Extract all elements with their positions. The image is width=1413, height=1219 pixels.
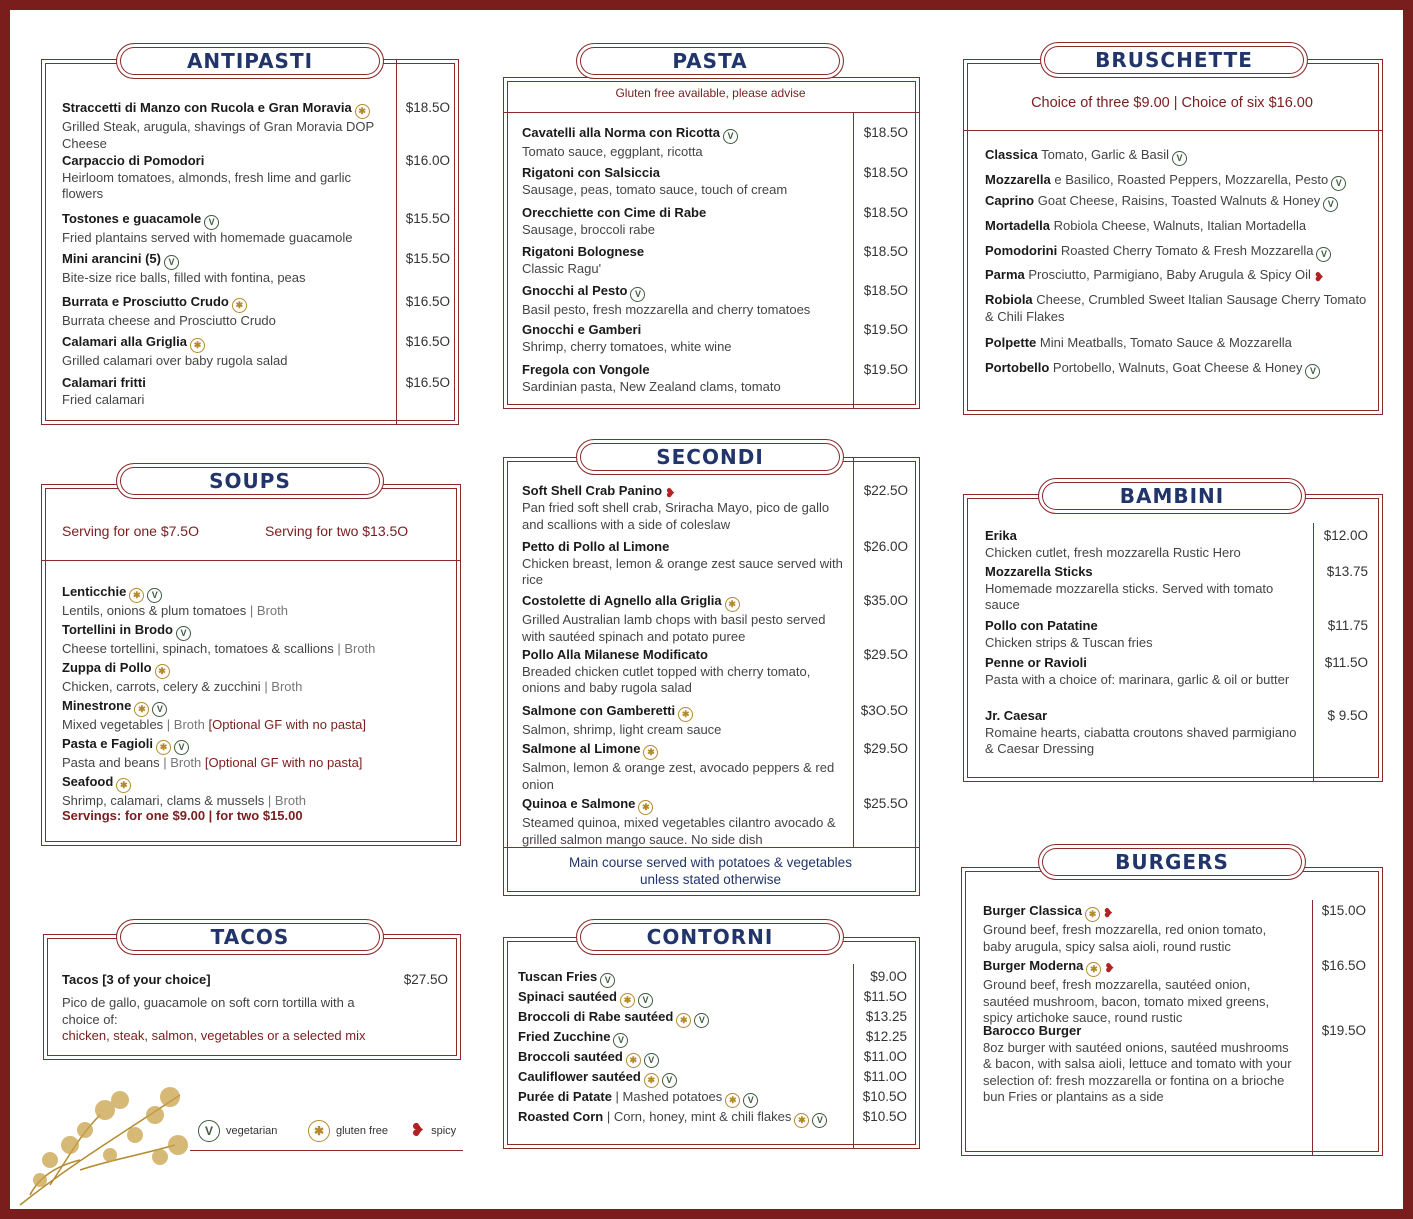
chili-pepper-icon: ❥ xyxy=(1103,906,1114,920)
pasta-item xyxy=(522,205,852,238)
bruschette-item-name: Pomodorini xyxy=(985,243,1058,258)
bambini-item-price: $12.0O xyxy=(1323,528,1368,543)
leaf-v-icon: V xyxy=(1323,197,1338,212)
antipasti-item-desc: Fried calamari xyxy=(62,391,145,407)
secondi-item-name: Pollo Alla Milanese Modificato xyxy=(522,647,708,662)
leaf-v-icon: V xyxy=(198,1120,220,1142)
burgers-item-name: Burger Classica xyxy=(983,903,1082,918)
bambini-item-price: $11.75 xyxy=(1327,618,1368,633)
antipasti-item-price: $16.5O xyxy=(405,334,450,349)
pasta-item-name: Rigatoni con Salsiccia xyxy=(522,165,660,180)
bruschette-item-desc: Portobello, Walnuts, Goat Cheese & Honey xyxy=(1052,360,1303,375)
antipasti-item-price: $16.0O xyxy=(405,153,450,168)
bambini-item-desc: Homemade mozzarella sticks. Served with tomato sauce xyxy=(985,580,1274,612)
wheat-icon: ✱ xyxy=(1085,907,1100,922)
bambini-item xyxy=(985,564,1305,614)
burgers-item xyxy=(983,903,1293,955)
antipasti-item-name: Carpaccio di Pomodori xyxy=(62,153,205,168)
antipasti-item-price: $15.5O xyxy=(405,211,450,226)
secondi-item-desc: Breaded chicken cutlet topped with cherry tomato, onions and baby rugola salad xyxy=(522,663,811,695)
bambini-item-name: Jr. Caesar xyxy=(985,708,1048,723)
bruschette-item-desc: Tomato, Garlic & Basil xyxy=(1041,147,1170,162)
antipasti-item xyxy=(62,294,382,330)
secondi-item-name: Salmone al Limone xyxy=(522,741,641,756)
legend-underline xyxy=(190,1150,463,1151)
contorni-item-price: $11.0O xyxy=(863,1049,907,1064)
contorni-item-desc: | Corn, honey, mint & chili flakes xyxy=(603,1109,792,1124)
bambini-item-price: $11.5O xyxy=(1324,655,1368,670)
contorni-item xyxy=(518,1009,858,1028)
soups-item-desc: Shrimp, calamari, clams & mussels xyxy=(62,793,265,808)
bambini-item-price: $13.75 xyxy=(1326,564,1368,579)
secondi-item-price: $29.5O xyxy=(863,647,908,662)
wheat-icon: ✱ xyxy=(638,800,653,815)
burgers-item-desc: 8oz burger with sautéed onions, sautéed mushrooms & bacon, with salsa aioli, lettuce and tomato with your selection of: fresh mozzarella or fontina on a brioche bun Fries or plantains as a side xyxy=(983,1039,1292,1104)
pasta-item-price: $18.5O xyxy=(863,205,908,220)
leaf-v-icon: V xyxy=(630,287,645,302)
contorni-item xyxy=(518,1109,858,1128)
contorni-item-name: Purée di Patate xyxy=(518,1089,612,1104)
contorni-item xyxy=(518,989,858,1008)
chili-pepper-icon: ❥ xyxy=(1313,270,1324,284)
contorni-item-desc: | Mashed potatoes xyxy=(611,1089,723,1104)
wheat-icon: ✱ xyxy=(725,1093,740,1108)
secondi-item-name: Salmone con Gamberetti xyxy=(522,703,676,718)
wheat-icon: ✱ xyxy=(190,338,205,353)
legend-gluten-free-label: gluten free xyxy=(336,1125,388,1137)
bruschette-item-name: Caprino xyxy=(985,193,1035,208)
leaf-v-icon: V xyxy=(204,215,219,230)
secondi-item-desc: Chicken breast, lemon & orange zest sauce served with rice xyxy=(522,555,843,587)
bruschette-item-desc: e Basilico, Roasted Peppers, Mozzarella, Pesto xyxy=(1054,172,1329,187)
wheat-icon: ✱ xyxy=(644,1073,659,1088)
bruschette-item-name: Portobello xyxy=(985,360,1050,375)
tacos-desc: Pico de gallo, guacamole on soft corn tortilla with a choice of: xyxy=(62,995,355,1027)
leaf-v-icon: V xyxy=(1172,151,1187,166)
bambini-item xyxy=(985,618,1305,651)
wheat-icon: ✱ xyxy=(620,993,635,1008)
leaf-v-icon: V xyxy=(176,626,191,641)
leaf-v-icon: V xyxy=(1316,247,1331,262)
bruschette-item xyxy=(985,193,1370,212)
secondi-title: SECONDI xyxy=(576,439,844,475)
pasta-item xyxy=(522,362,852,395)
pasta-item-name: Gnocchi e Gamberi xyxy=(522,322,642,337)
bruschette-item-desc: Goat Cheese, Raisins, Toasted Walnuts & Honey xyxy=(1037,193,1321,208)
secondi-item-price: $35.0O xyxy=(863,593,908,608)
pasta-title: PASTA xyxy=(576,43,844,79)
bambini-item xyxy=(985,528,1305,561)
contorni-item-name: Cauliflower sautéed xyxy=(518,1069,641,1084)
pasta-item xyxy=(522,244,852,277)
tacos-price: $27.5O xyxy=(403,972,448,987)
contorni-item-price: $12.25 xyxy=(865,1029,907,1044)
leaf-v-icon: V xyxy=(662,1073,677,1088)
secondi-item xyxy=(522,647,852,697)
leaf-v-icon: V xyxy=(147,588,162,603)
soups-item-tag: | Broth xyxy=(249,603,288,618)
secondi-item-price: $3O.5O xyxy=(860,703,908,718)
soups-item-name: Lenticchie xyxy=(62,584,127,599)
leaf-v-icon: V xyxy=(723,129,738,144)
wheat-icon: ✱ xyxy=(116,778,131,793)
pasta-item xyxy=(522,322,852,355)
wheat-icon: ✱ xyxy=(232,298,247,313)
soups-item-desc: Mixed vegetables xyxy=(62,717,164,732)
soups-item-tag: | Broth xyxy=(166,717,205,732)
burgers-item-desc: Ground beef, fresh mozzarella, red onion tomato, baby arugula, spicy salsa aioli, round rustic xyxy=(983,922,1267,954)
pasta-item-name: Cavatelli alla Norma con Ricotta xyxy=(522,125,720,140)
burgers-item xyxy=(983,958,1293,1027)
soups-item-name: Zuppa di Pollo xyxy=(62,660,152,675)
soups-item xyxy=(62,660,452,696)
bambini-item-price: $ 9.5O xyxy=(1327,708,1368,723)
pasta-item-desc: Classic Ragu' xyxy=(522,260,602,276)
antipasti-item xyxy=(62,211,382,247)
antipasti-item xyxy=(62,375,382,408)
secondi-item xyxy=(522,483,852,533)
wheat-icon: ✱ xyxy=(725,597,740,612)
contorni-item-price: $10.5O xyxy=(862,1089,907,1104)
pasta-item-desc: Basil pesto, fresh mozzarella and cherry tomatoes xyxy=(522,302,811,317)
wheat-icon: ✱ xyxy=(308,1120,330,1142)
leaf-v-icon: V xyxy=(743,1093,758,1108)
soups-item-desc: Cheese tortellini, spinach, tomatoes & scallions xyxy=(62,641,334,656)
contorni-item xyxy=(518,1049,858,1068)
tacos-name: Tacos [3 of your choice] xyxy=(62,972,211,987)
secondi-item-desc: Salmon, shrimp, light cream sauce xyxy=(522,722,722,737)
bruschette-item-desc: Prosciutto, Parmigiano, Baby Arugula & Spicy Oil xyxy=(1028,267,1311,282)
pasta-item-price: $19.5O xyxy=(863,322,908,337)
soups-item xyxy=(62,736,452,772)
burgers-item-price: $16.5O xyxy=(1321,958,1366,973)
soups-serving-one: Serving for one $7.5O xyxy=(62,523,199,539)
bambini-item-desc: Romaine hearts, ciabatta croutons shaved parmigiano & Caesar Dressing xyxy=(985,724,1297,756)
herb-illustration-icon xyxy=(10,1075,200,1210)
pasta-item-desc: Sausage, broccoli rabe xyxy=(522,221,655,237)
chili-pepper-icon: ❥ xyxy=(665,486,676,500)
pasta-item-desc: Shrimp, cherry tomatoes, white wine xyxy=(522,338,732,354)
antipasti-item-desc: Fried plantains served with homemade guacamole xyxy=(62,230,353,245)
secondi-item-desc: Steamed quinoa, mixed vegetables cilantro avocado & grilled salmon mango sauce. No side dish xyxy=(522,815,836,847)
pasta-item-desc: Sardinian pasta, New Zealand clams, tomato xyxy=(522,378,781,394)
soups-item-desc: Pasta and beans xyxy=(62,755,160,770)
soups-item xyxy=(62,774,452,810)
legend-gluten-free xyxy=(305,1120,388,1142)
tacos-title: TACOS xyxy=(116,919,384,955)
burgers-item-price: $15.0O xyxy=(1321,903,1366,918)
leaf-v-icon: V xyxy=(600,973,615,988)
bambini-item-desc: Pasta with a choice of: marinara, garlic & oil or butter xyxy=(985,671,1290,687)
antipasti-item-name: Mini arancini (5) xyxy=(62,251,161,266)
soups-seafood-servings: Servings: for one $9.00 | for two $15.00 xyxy=(62,808,303,823)
secondi-item-desc: Grilled Australian lamb chops with basil pesto served with sautéed spinach and potato puree xyxy=(522,612,826,644)
secondi-footer-2: unless stated otherwise xyxy=(639,872,782,887)
leaf-v-icon: V xyxy=(1331,176,1346,191)
secondi-item xyxy=(522,703,852,739)
burgers-title: BURGERS xyxy=(1038,844,1306,880)
contorni-item-name: Fried Zucchine xyxy=(518,1029,611,1044)
antipasti-item-name: Straccetti di Manzo con Rucola e Gran Moravia xyxy=(62,100,352,115)
contorni-title: CONTORNI xyxy=(576,919,844,955)
secondi-item xyxy=(522,539,852,589)
leaf-v-icon: V xyxy=(164,255,179,270)
menu-page xyxy=(10,10,1403,1209)
secondi-item-price: $29.5O xyxy=(863,741,908,756)
bruschette-item-name: Classica xyxy=(985,147,1038,162)
burgers-item-price: $19.5O xyxy=(1321,1023,1366,1038)
soups-item-tag: | Broth xyxy=(163,755,202,770)
pasta-item xyxy=(522,283,852,319)
antipasti-item-name: Burrata e Prosciutto Crudo xyxy=(62,294,229,309)
soups-item-name: Minestrone xyxy=(62,698,132,713)
pasta-item-price: $18.5O xyxy=(863,165,908,180)
antipasti-item xyxy=(62,100,382,152)
bambini-item-name: Mozzarella Sticks xyxy=(985,564,1093,579)
soups-item xyxy=(62,584,452,620)
wheat-icon: ✱ xyxy=(129,588,144,603)
bambini-item-desc: Chicken strips & Tuscan fries xyxy=(985,634,1153,650)
pasta-note: Gluten free available, please advise xyxy=(615,86,806,100)
bambini-item-name: Erika xyxy=(985,528,1017,543)
secondi-item-price: $22.5O xyxy=(863,483,908,498)
chili-pepper-icon: ❥ xyxy=(1104,961,1115,975)
contorni-item-name: Tuscan Fries xyxy=(518,969,598,984)
pasta-item-name: Orecchiette con Cime di Rabe xyxy=(522,205,707,220)
pasta-item-price: $19.5O xyxy=(863,362,908,377)
antipasti-title: ANTIPASTI xyxy=(116,43,384,79)
antipasti-item xyxy=(62,334,382,370)
pasta-item-price: $18.5O xyxy=(863,125,908,140)
secondi-item-price: $25.5O xyxy=(863,796,908,811)
antipasti-item-desc: Grilled Steak, arugula, shavings of Gran Moravia DOP Cheese xyxy=(62,119,374,151)
pasta-item xyxy=(522,165,852,198)
bruschette-item-desc: Mini Meatballs, Tomato Sauce & Mozzarella xyxy=(1039,335,1292,350)
soups-item-tag: | Broth xyxy=(264,679,303,694)
soups-title: SOUPS xyxy=(116,463,384,499)
antipasti-item xyxy=(62,153,382,203)
bruschette-item-name: Parma xyxy=(985,267,1025,282)
wheat-icon: ✱ xyxy=(134,702,149,717)
pasta-item-name: Fregola con Vongole xyxy=(522,362,650,377)
antipasti-item-price: $16.5O xyxy=(405,294,450,309)
bruschette-item-desc: Roasted Cherry Tomato & Fresh Mozzarella xyxy=(1060,243,1314,258)
bambini-item xyxy=(985,655,1305,688)
wheat-icon: ✱ xyxy=(678,707,693,722)
bruschette-item-desc: Cheese, Crumbled Sweet Italian Sausage Cherry Tomato & Chili Flakes xyxy=(985,292,1367,324)
secondi-item-price: $26.0O xyxy=(863,539,908,554)
contorni-item-price: $11.5O xyxy=(863,989,907,1004)
bruschette-item xyxy=(985,218,1370,235)
contorni-item-price: $9.0O xyxy=(870,969,907,984)
bambini-item-desc: Chicken cutlet, fresh mozzarella Rustic Hero xyxy=(985,544,1241,560)
soups-item xyxy=(62,698,452,734)
bruschette-item xyxy=(985,335,1370,352)
contorni-item-name: Broccoli di Rabe sautéed xyxy=(518,1009,674,1024)
secondi-item-name: Quinoa e Salmone xyxy=(522,796,636,811)
burgers-item xyxy=(983,1023,1293,1106)
contorni-item xyxy=(518,1069,858,1088)
leaf-v-icon: V xyxy=(174,740,189,755)
bruschette-item xyxy=(985,172,1370,191)
secondi-footer-1: Main course served with potatoes & vegetables xyxy=(569,855,852,870)
bambini-item-name: Pollo con Patatine xyxy=(985,618,1098,633)
antipasti-item-desc: Bite-size rice balls, filled with fontina, peas xyxy=(62,270,306,285)
pasta-item-name: Rigatoni Bolognese xyxy=(522,244,645,259)
secondi-item xyxy=(522,741,852,793)
soups-serving-two: Serving for two $13.5O xyxy=(265,523,409,539)
antipasti-item-price: $16.5O xyxy=(405,375,450,390)
soups-item-tag: | Broth xyxy=(337,641,376,656)
bruschette-item-desc: Robiola Cheese, Walnuts, Italian Mortadella xyxy=(1053,218,1307,233)
bruschette-item xyxy=(985,292,1370,325)
antipasti-item-name: Calamari alla Griglia xyxy=(62,334,188,349)
wheat-icon: ✱ xyxy=(1086,962,1101,977)
contorni-item xyxy=(518,969,858,988)
wheat-icon: ✱ xyxy=(155,664,170,679)
antipasti-item-name: Calamari fritti xyxy=(62,375,146,390)
secondi-item xyxy=(522,796,852,848)
bruschette-item xyxy=(985,243,1370,262)
soups-item-extra: [Optional GF with no pasta] xyxy=(208,717,367,732)
tacos-choices: chicken, steak, salmon, vegetables or a selected mix xyxy=(62,1028,366,1043)
bruschette-title: BRUSCHETTE xyxy=(1040,42,1308,78)
soups-item-desc: Lentils, onions & plum tomatoes xyxy=(62,603,247,618)
soups-item-desc: Chicken, carrots, celery & zucchini xyxy=(62,679,261,694)
contorni-item-price: $13.25 xyxy=(865,1009,907,1024)
secondi-item xyxy=(522,593,852,645)
chili-pepper-icon: ❥ xyxy=(410,1120,426,1140)
antipasti-item xyxy=(62,251,382,287)
bruschette-item-name: Robiola xyxy=(985,292,1033,307)
bambini-item xyxy=(985,708,1305,758)
secondi-item-desc: Pan fried soft shell crab, Sriracha Mayo, pico de gallo and scallions with a side of coleslaw xyxy=(522,500,830,532)
contorni-item-price: $10.5O xyxy=(862,1109,907,1124)
antipasti-item-desc: Grilled calamari over baby rugola salad xyxy=(62,353,288,368)
burgers-item-desc: Ground beef, fresh mozzarella, sautéed onion, sautéed mushroom, bacon, tomato mixed greens, spicy artichoke sauce, round rustic xyxy=(983,977,1270,1025)
wheat-icon: ✱ xyxy=(355,104,370,119)
antipasti-item-name: Tostones e guacamole xyxy=(62,211,202,226)
antipasti-item-desc: Heirloom tomatoes, almonds, fresh lime and garlic flowers xyxy=(62,169,352,201)
secondi-item-desc: Salmon, lemon & orange zest, avocado peppers & red onion xyxy=(522,760,835,792)
contorni-item-price: $11.0O xyxy=(863,1069,907,1084)
leaf-v-icon: V xyxy=(644,1053,659,1068)
wheat-icon: ✱ xyxy=(156,740,171,755)
soups-item-name: Pasta e Fagioli xyxy=(62,736,154,751)
bambini-item-name: Penne or Ravioli xyxy=(985,655,1087,670)
bambini-title: BAMBINI xyxy=(1038,478,1306,514)
bruschette-item xyxy=(985,267,1370,284)
antipasti-item-price: $15.5O xyxy=(405,251,450,266)
antipasti-item-desc: Burrata cheese and Prosciutto Crudo xyxy=(62,313,276,328)
secondi-item-name: Petto di Pollo al Limone xyxy=(522,539,670,554)
pasta-item xyxy=(522,125,852,161)
legend-spicy-label: spicy xyxy=(431,1124,457,1137)
wheat-icon: ✱ xyxy=(676,1013,691,1028)
leaf-v-icon: V xyxy=(152,702,167,717)
bruschette-item xyxy=(985,360,1370,379)
contorni-item xyxy=(518,1089,858,1108)
leaf-v-icon: V xyxy=(694,1013,709,1028)
contorni-item xyxy=(518,1029,858,1048)
contorni-item-name: Spinaci sautéed xyxy=(518,989,617,1004)
contorni-item-name: Broccoli sautéed xyxy=(518,1049,623,1064)
leaf-v-icon: V xyxy=(638,993,653,1008)
wheat-icon: ✱ xyxy=(794,1113,809,1128)
wheat-icon: ✱ xyxy=(626,1053,641,1068)
secondi-item-name: Soft Shell Crab Panino xyxy=(522,483,663,498)
pasta-item-price: $18.5O xyxy=(863,244,908,259)
soups-item-tag: | Broth xyxy=(267,793,306,808)
burgers-item-name: Barocco Burger xyxy=(983,1023,1082,1038)
bruschette-item xyxy=(985,147,1370,166)
pasta-item-desc: Tomato sauce, eggplant, ricotta xyxy=(522,144,703,159)
soups-item-extra: [Optional GF with no pasta] xyxy=(204,755,363,770)
pasta-item-desc: Sausage, peas, tomato sauce, touch of cream xyxy=(522,181,788,197)
contorni-item-name: Roasted Corn xyxy=(518,1109,604,1124)
legend-vegetarian xyxy=(195,1120,277,1142)
wheat-icon: ✱ xyxy=(643,745,658,760)
legend-vegetarian-label: vegetarian xyxy=(226,1125,278,1137)
bruschette-note: Choice of three $9.00 | Choice of six $16.00 xyxy=(1031,95,1313,111)
leaf-v-icon: V xyxy=(613,1033,628,1048)
legend-spicy xyxy=(410,1120,456,1141)
antipasti-item-price: $18.5O xyxy=(405,100,450,115)
pasta-item-name: Gnocchi al Pesto xyxy=(522,283,628,298)
leaf-v-icon: V xyxy=(1305,364,1320,379)
secondi-item-name: Costolette di Agnello alla Griglia xyxy=(522,593,722,608)
bruschette-item-name: Polpette xyxy=(985,335,1037,350)
leaf-v-icon: V xyxy=(812,1113,827,1128)
pasta-item-price: $18.5O xyxy=(863,283,908,298)
bruschette-item-name: Mozzarella xyxy=(985,172,1051,187)
soups-item-name: Tortellini in Brodo xyxy=(62,622,173,637)
burgers-item-name: Burger Moderna xyxy=(983,958,1084,973)
soups-item-name: Seafood xyxy=(62,774,114,789)
soups-item xyxy=(62,622,452,658)
bruschette-item-name: Mortadella xyxy=(985,218,1051,233)
